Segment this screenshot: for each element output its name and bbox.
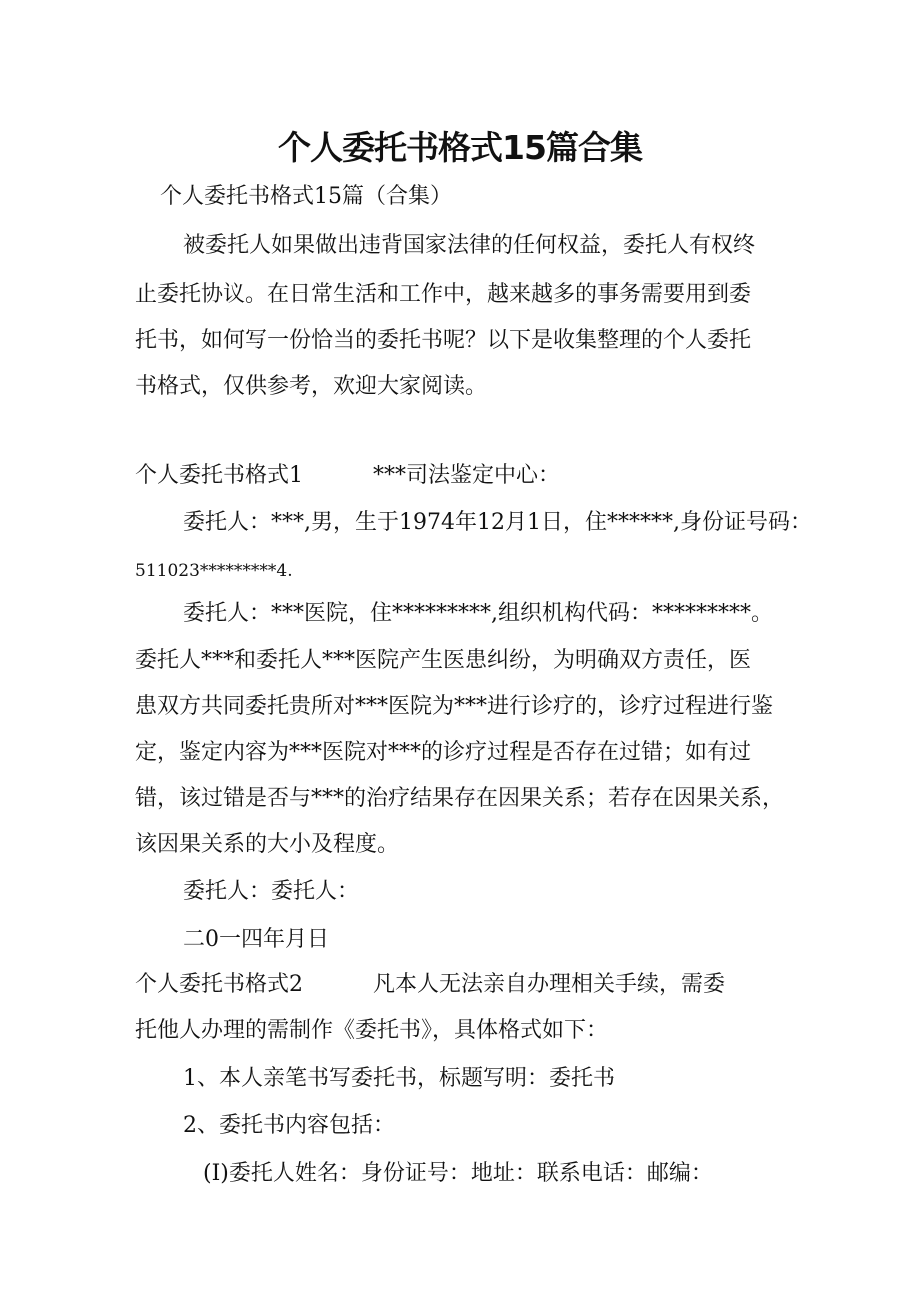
body-line: 错，该过错是否与***的治疗结果存在因果关系；若存在因果关系， bbox=[135, 786, 785, 811]
id-number: 511023*********4. bbox=[135, 561, 293, 581]
list-item: (I)委托人姓名：身份证号：地址：联系电话：邮编： bbox=[203, 1161, 713, 1186]
intro-line: 被委托人如果做出违背国家法律的任何权益，委托人有权终 bbox=[183, 233, 756, 258]
document-title: 个人委托书格式15篇合集 bbox=[278, 128, 642, 167]
body-line: 该因果关系的大小及程度。 bbox=[135, 832, 400, 857]
section-2-lead-cont: 托他人办理的需制作《委托书》，具体格式如下： bbox=[135, 1018, 609, 1043]
intro-line: 书格式，仅供参考，欢迎大家阅读。 bbox=[135, 374, 488, 399]
body-line: 委托人：***医院，住*********,组织机构代码：*********。 bbox=[183, 601, 773, 626]
document-subtitle: 个人委托书格式15篇（合集） bbox=[160, 184, 452, 209]
section-1-heading-line bbox=[135, 462, 560, 490]
section-2-heading-line bbox=[135, 971, 725, 999]
section-1-addressee: ***司法鉴定中心： bbox=[373, 463, 561, 488]
intro-line: 托书，如何写一份恰当的委托书呢？以下是收集整理的个人委托 bbox=[135, 328, 752, 353]
intro-line: 止委托协议。在日常生活和工作中，越来越多的事务需要用到委 bbox=[135, 282, 752, 307]
body-line: 定，鉴定内容为***医院对***的诊疗过程是否存在过错；如有过 bbox=[135, 740, 752, 765]
section-1-heading: 个人委托书格式1 bbox=[135, 463, 303, 488]
body-line: 委托人***和委托人***医院产生医患纠纷，为明确双方责任，医 bbox=[135, 648, 752, 673]
date-line: 二0一四年月日 bbox=[183, 927, 329, 952]
list-item: 2、委托书内容包括： bbox=[183, 1113, 395, 1138]
body-line: 患双方共同委托贵所对***医院为***进行诊疗的，诊疗过程进行鉴 bbox=[135, 694, 774, 719]
signature-line: 委托人：委托人： bbox=[183, 879, 360, 904]
list-item: 1、本人亲笔书写委托书，标题写明：委托书 bbox=[183, 1066, 615, 1091]
principal-line: 委托人：***,男，生于1974年12月1日，住******,身份证号码： bbox=[183, 510, 812, 535]
section-2-heading: 个人委托书格式2 bbox=[135, 972, 303, 997]
section-2-lead: 凡本人无法亲自办理相关手续，需委 bbox=[373, 972, 726, 997]
